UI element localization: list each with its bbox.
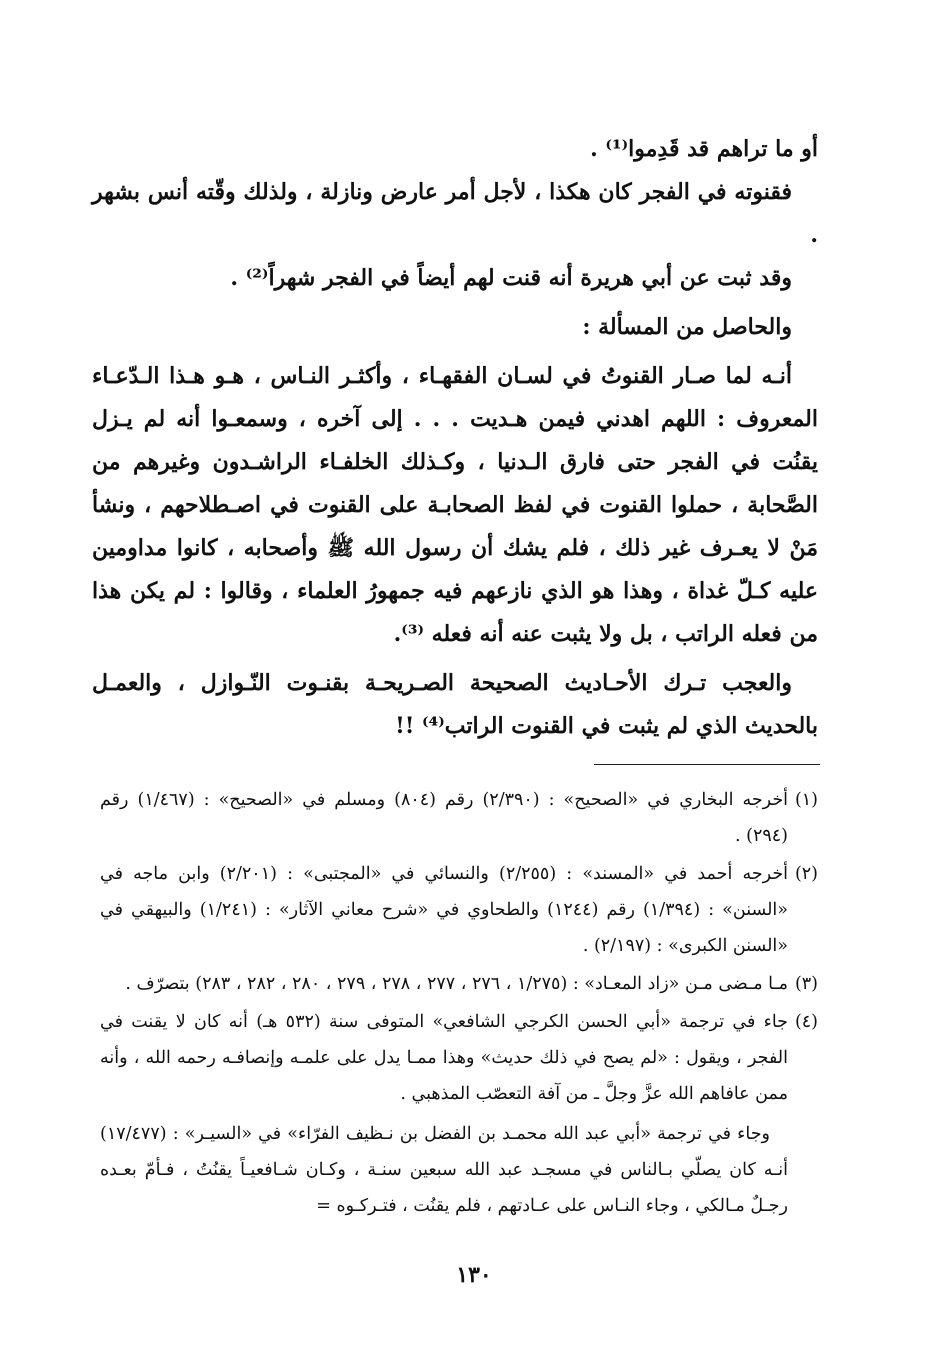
footnote-number: (٣): [794, 974, 818, 994]
footnote-continuation: وجاء في ترجمة «أبي عبد الله محمـد بن الفضل بن نـظيف الفرّاء» في «السيـر» : (١٧/٤٧٧) أنـه كان يصلّي بـالناس في مسجـد عبد الله سبعين سنـة ، وكـان شـافعيـاً يقنُتُ ، فـأمّ بعـده رجـلٌ مـالكي ، وجاء النـاس على عـادتهم ، فلم يقنُت ، فتـركـوه =: [100, 1124, 788, 1216]
footnote-4: [100, 1004, 818, 1112]
main-text: [92, 128, 818, 748]
footnote-1: [100, 782, 818, 854]
footnote-2: [100, 856, 818, 964]
footnote-text: جاء في ترجمة «أبي الحسن الكرجي الشافعي» المتوفى سنة (٥٣٢ هـ) أنه كان لا يقنت في الفجر ، ويقول : «لم يصح في ذلك حديث» وهذا ممـا يدل على علمـه وإنصافـه رحمه الله ، وأنه ممن عافاهم الله عزَّ وجلَّ ـ من آفة التعصّب المذهبي .: [100, 1012, 788, 1104]
footnote-text: أخرجه أحمد في «المسند» : (٢/٢٥٥) والنسائي في «المجتبى» : (٢/٢٠١) وابن ماجه في «السنن» : (١/٣٩٤) رقم (١٢٤٤) والطحاوي في «شرح معاني الآثار» : (١/٢٤١) والبيهقي في «السنن الكبرى» : (٢/١٩٧) .: [100, 864, 789, 956]
footnote-number: (٤): [794, 1012, 818, 1032]
footnote-text: أخرجه البخاري في «الصحيح» : (٢/٣٩٠) رقم (٨٠٤) ومسلم في «الصحيح» : (١/٤٦٧) رقم (٢٩٤) .: [100, 790, 788, 846]
footnote-number: (١): [794, 790, 818, 810]
footnote-separator: [594, 764, 820, 765]
section-heading: والحاصل من المسألة :: [582, 314, 792, 340]
paragraph: وقد ثبت عن أبي هريرة أنه قنت لهم أيضاً في الفجر شهراً⁽²⁾ .: [230, 265, 792, 291]
paragraph: أو ما تراهم قد قَدِموا⁽¹⁾ .: [590, 136, 818, 162]
footnotes: [100, 782, 818, 1224]
footnote-text: مـا مـضى مـن «زاد المعـاد» : (١/٢٧٥ ، ٢٧٦ ، ٢٧٧ ، ٢٧٨ ، ٢٧٩ ، ٢٨٠ ، ٢٨٢ ، ٢٨٣) بتصرّف .: [125, 974, 788, 994]
footnote-3: [100, 966, 818, 1002]
page-number: ١٣٠: [456, 1262, 492, 1288]
paragraph: والعجب تـرك الأحـاديث الصحيحة الصـريحـة بقنـوت النّـوازل ، والعمـل بالحديث الذي لم يثبت في القنوت الراتب⁽⁴⁾ !!: [92, 670, 818, 739]
paragraph: فقنوته في الفجر كان هكذا ، لأجل أمر عارض ونازلة ، ولذلك وقّته أنس بشهر .: [92, 179, 818, 248]
paragraph: أنـه لما صـار القنوتُ في لسـان الفقهـاء ، وأكثـر النـاس ، هـو هـذا الـدّعـاء المعروف : اللهم اهدني فيمن هـديت . . . إلى آخره ، وسمعـوا أنه لم يـزل يقنُت في الفجر حتى فارق الـدنيا ، وكـذلك الخلفـاء الراشـدون وغيرهم من الصَّحابة ، حملوا القنوت في لفظ الصحابـة على القنوت في اصـطلاحهم ، ونشأ مَنْ لا يعـرف غير ذلك ، فلم يشك أن رسول الله ﷺ وأصحابه ، كانوا مداومين عليه كـلّ غداة ، وهذا هو الذي نازعهم فيه جمهورُ العلماء ، وقالوا : لم يكن هذا من فعله الراتب ، بل ولا يثبت عنه أنه فعله ⁽³⁾.: [92, 363, 818, 647]
footnote-number: (٢): [794, 864, 818, 884]
